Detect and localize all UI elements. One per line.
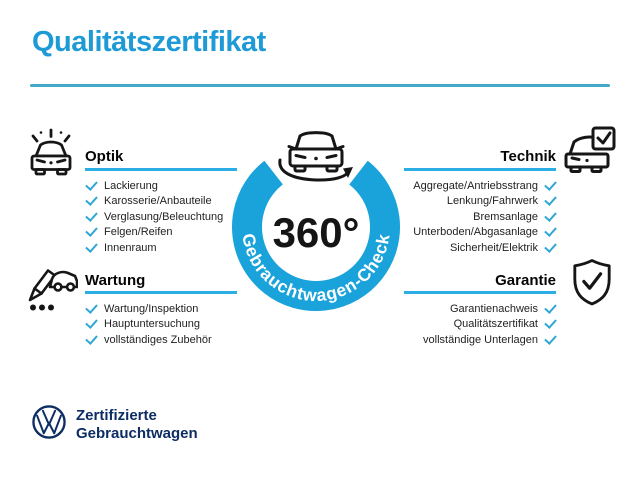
item-label: Karosserie/Anbauteile [104,195,212,208]
item-label: Bremsanlage [473,210,538,223]
checklist-item [86,332,212,348]
check-icon [544,240,557,253]
check-icon [85,332,98,345]
footer-line2: Gebrauchtwagen [76,425,198,442]
wartung-checklist [86,301,212,348]
check-icon [85,224,98,237]
item-label: Lackierung [104,179,158,192]
section-underline-wartung [85,291,237,294]
check-icon [544,316,557,329]
item-label: Felgen/Reifen [104,226,173,239]
check-icon [85,178,98,191]
item-label: Innenraum [104,241,157,254]
section-underline-garantie [404,291,556,294]
optik-checklist [86,178,223,256]
item-label: vollständiges Zubehör [104,333,212,346]
item-label: Wartung/Inspektion [104,302,199,315]
item-label: Aggregate/Antriebsstrang [413,179,538,192]
check-icon [85,209,98,222]
item-label: Qualitätszertifikat [453,318,538,331]
vw-logo [31,404,67,440]
checklist-item [86,178,223,194]
check-icon [544,209,557,222]
section-title-optik: Optik [85,148,124,165]
check-icon [85,316,98,329]
check-icon [544,332,557,345]
pencil-car-checklist-icon [22,257,78,311]
footer-line1: Zertifizierte [76,407,157,424]
checklist-item [86,301,212,317]
checklist-item [86,209,223,225]
item-label: Hauptuntersuchung [104,318,201,331]
check-icon [544,224,557,237]
item-label: Garantienachweis [449,302,538,315]
checklist-item [336,332,556,348]
check-icon [544,301,557,314]
center-360-graphic [216,122,416,322]
item-label: Verglasung/Beleuchtung [104,210,224,223]
section-underline-optik [85,168,237,171]
shiny-car-icon [24,127,78,177]
check-icon [544,178,557,191]
checklist-item [86,317,212,333]
check-icon [85,193,98,206]
check-icon [544,193,557,206]
item-label: Unterboden/Abgasanlage [413,226,538,239]
section-title-technik: Technik [500,148,556,165]
item-label: vollständige Unterlagen [423,333,538,346]
car-360-rotation-icon [280,133,353,180]
item-label: Lenkung/Fahrwerk [446,195,538,208]
checklist-item [86,225,223,241]
check-icon [85,240,98,253]
footer-brand-text [76,407,198,443]
checklist-item [86,240,223,256]
title-divider [30,84,610,87]
car-checkbox-icon [562,125,618,177]
shield-check-icon [571,257,613,307]
item-label: Sicherheit/Elektrik [449,241,538,254]
value-360: 360° [272,209,360,256]
section-underline-technik [404,168,556,171]
check-icon [85,301,98,314]
checklist-item [86,194,223,210]
section-title-garantie: Garantie [495,272,556,289]
section-title-wartung: Wartung [85,272,146,289]
ring-label: Gebrauchtwagen-Check [238,231,394,306]
page-title: Qualitätszertifikat [32,26,266,58]
